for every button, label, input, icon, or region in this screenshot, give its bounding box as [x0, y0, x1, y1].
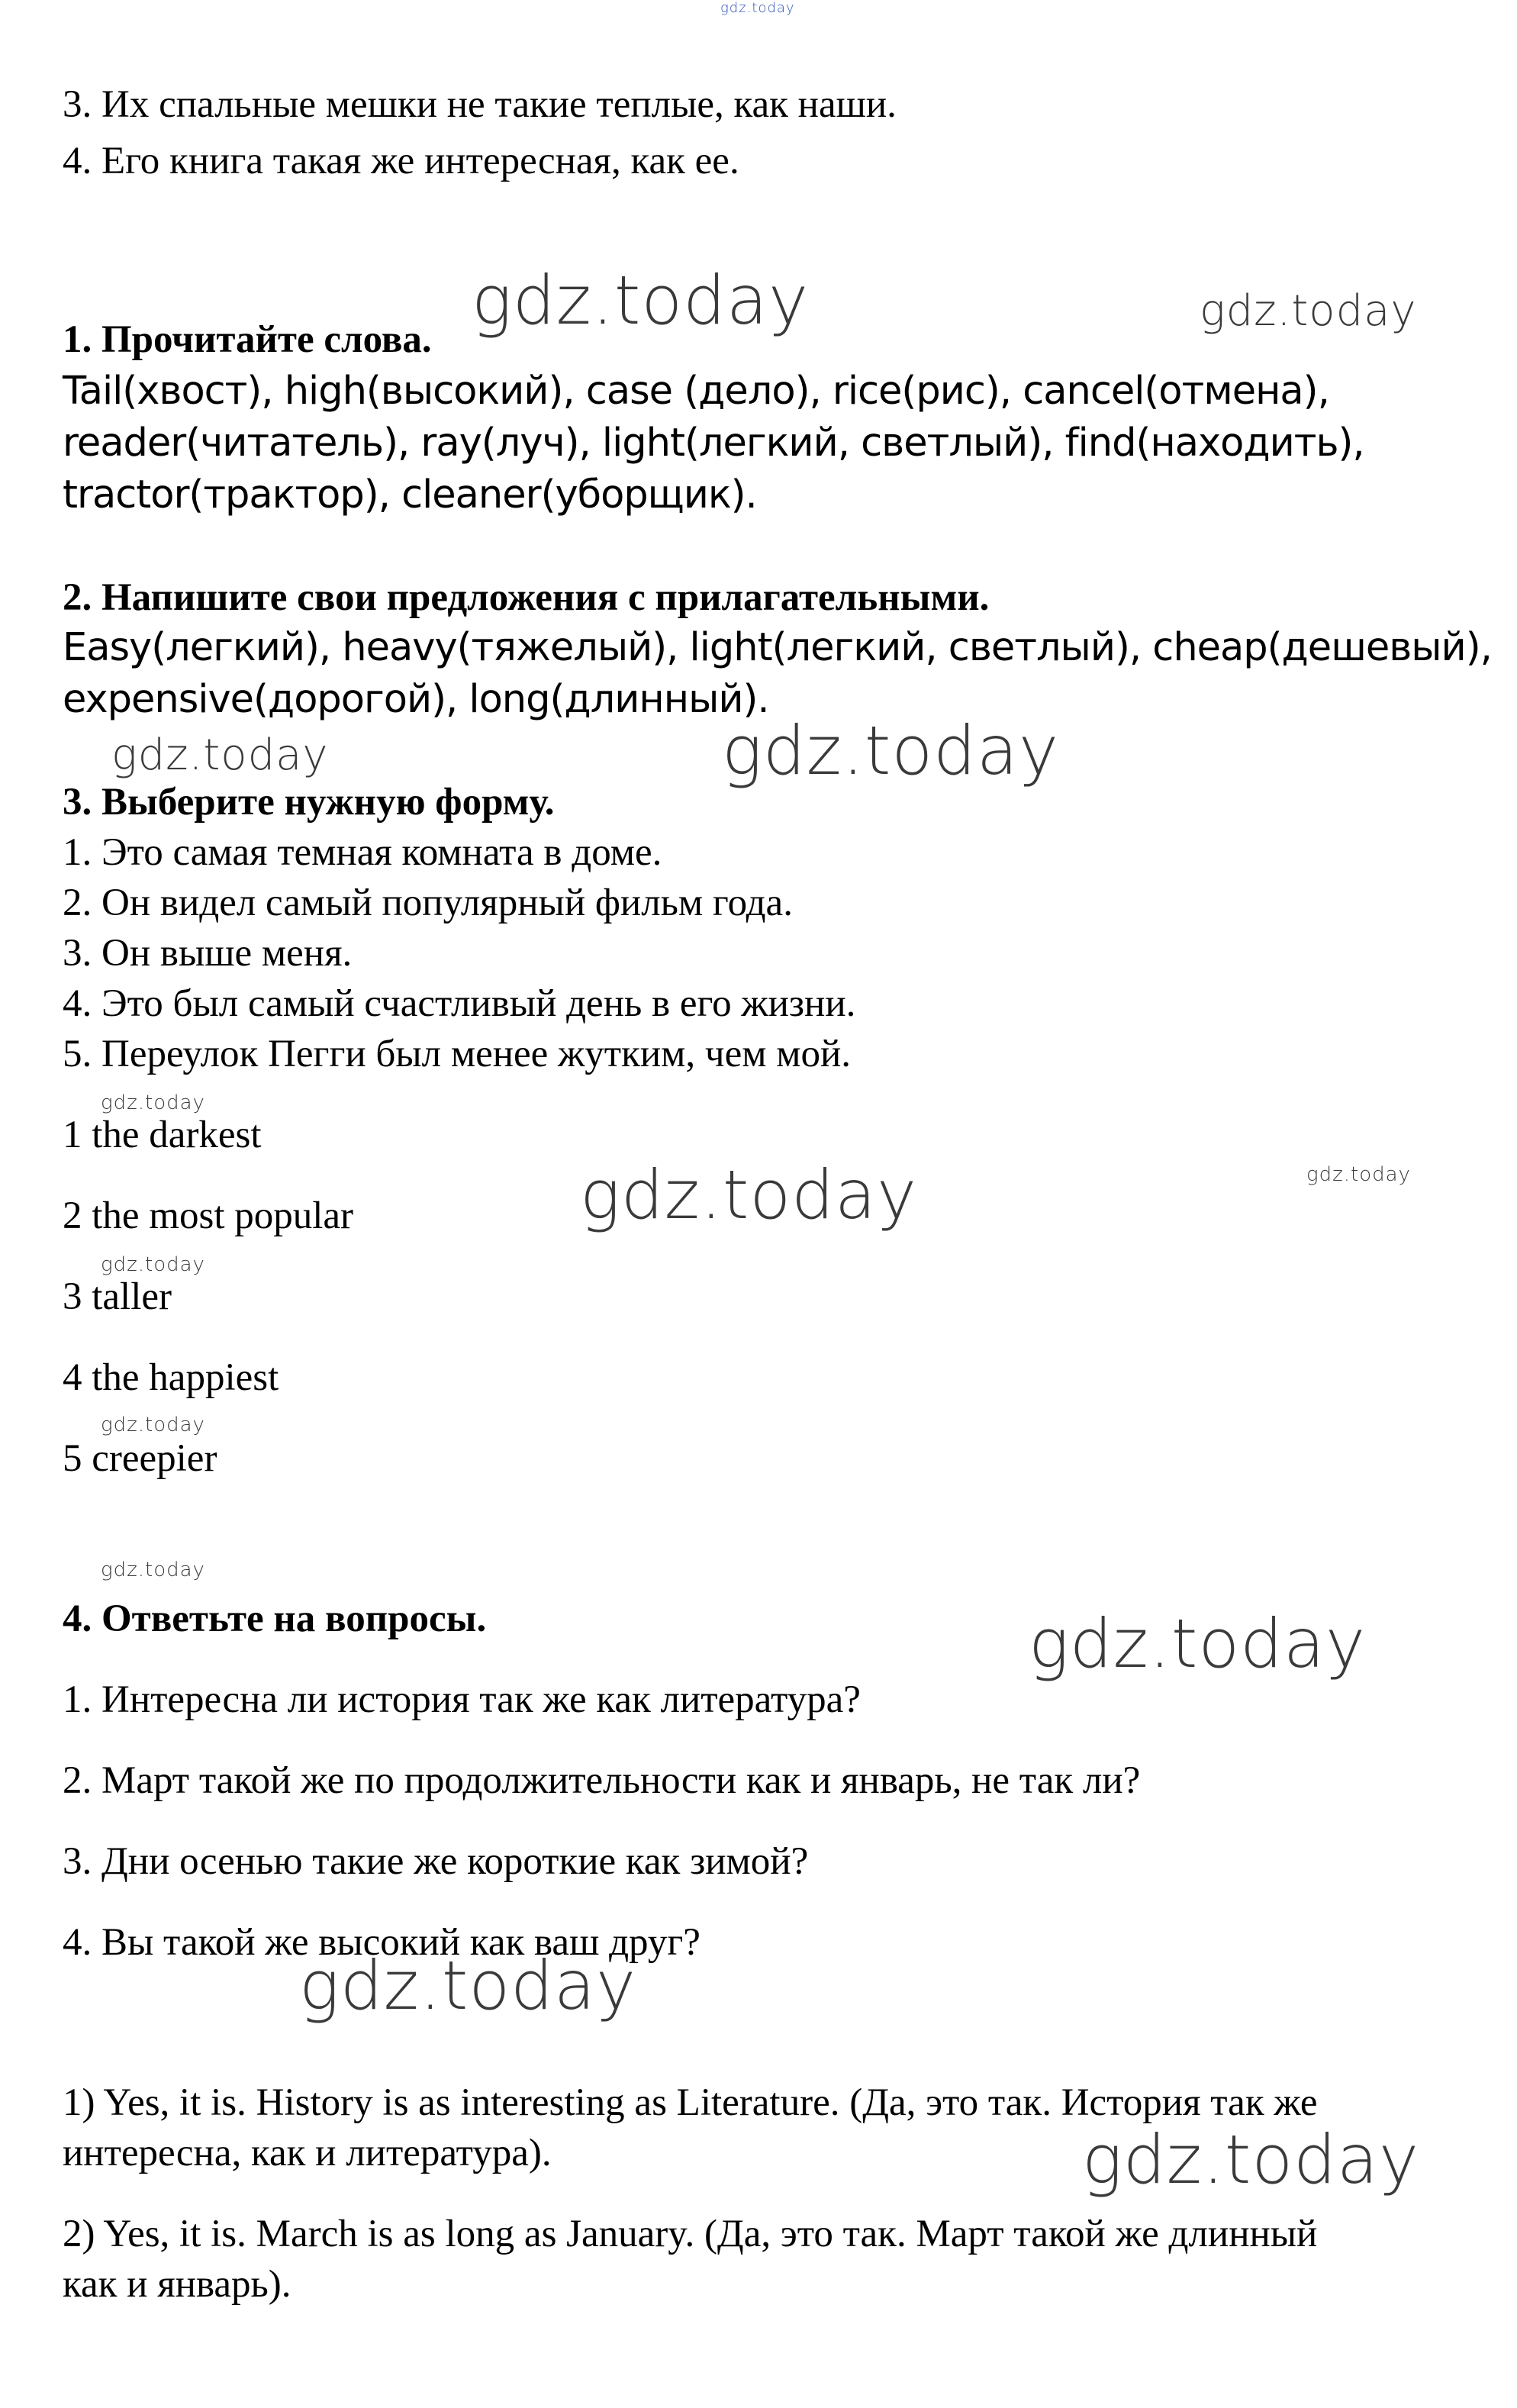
watermark: gdz.today [722, 711, 1060, 790]
task4-heading: 4. Ответьте на вопросы. [63, 1597, 487, 1640]
task4-answer: интересна, как и литература). [63, 2132, 552, 2174]
task1-line: tractor(трактор), cleaner(уборщик). [63, 472, 757, 517]
task3-answer: 4 the happiest [63, 1356, 279, 1399]
task2-line: Easy(легкий), heavy(тяжелый), light(легкий, светлый), cheap(дешевый), [63, 625, 1492, 670]
task4-answer: как и январь). [63, 2263, 291, 2306]
watermark: gdz.today [580, 1156, 918, 1234]
task3-answer: 3 taller [63, 1275, 172, 1318]
task4-question: 2. Март такой же по продолжительности как и январь, не так ли? [63, 1759, 1141, 1802]
watermark: gdz.today [101, 1414, 205, 1436]
watermark: gdz.today [1082, 2120, 1420, 2199]
task1-heading: 1. Прочитайте слова. [63, 318, 432, 361]
task4-question: 1. Интересна ли история так же как литература? [63, 1678, 861, 1721]
watermark-top: gdz.today [720, 0, 795, 16]
intro-line-3: 3. Их спальные мешки не такие теплые, как наши. [63, 83, 897, 126]
watermark: gdz.today [1306, 1163, 1411, 1186]
watermark: gdz.today [101, 1091, 205, 1114]
task3-sentence: 1. Это самая темная комната в доме. [63, 831, 662, 874]
task1-line: Tail(хвост), high(высокий), case (дело), rice(рис), cancel(отмена), [63, 369, 1329, 414]
watermark: gdz.today [1200, 286, 1417, 336]
task3-answer: 1 the darkest [63, 1114, 262, 1156]
task2-heading: 2. Напишите свои предложения с прилагательными. [63, 576, 990, 619]
task4-answer: 2) Yes, it is. March is as long as January. (Да, это так. Март такой же длинный [63, 2213, 1318, 2255]
task3-answer: 2 the most popular [63, 1194, 354, 1237]
task3-sentence: 3. Он выше меня. [63, 932, 353, 975]
watermark: gdz.today [101, 1253, 205, 1276]
task3-answer: 5 creepier [63, 1437, 217, 1480]
watermark: gdz.today [111, 730, 329, 780]
task3-sentence: 4. Это был самый счастливый день в его жизни. [63, 982, 856, 1025]
intro-line-4: 4. Его книга такая же интересная, как ее. [63, 140, 739, 182]
task2-line: expensive(дорогой), long(длинный). [63, 677, 769, 722]
task4-answer: 1) Yes, it is. History is as interesting as Literature. (Да, это так. История так же [63, 2081, 1318, 2124]
task4-question: 3. Дни осенью такие же короткие как зимой? [63, 1840, 809, 1883]
watermark: gdz.today [1029, 1604, 1367, 1683]
task4-question: 4. Вы такой же высокий как ваш друг? [63, 1921, 701, 1964]
task3-sentence: 2. Он видел самый популярный фильм года. [63, 882, 793, 924]
task1-line: reader(читатель), ray(луч), light(легкий, светлый), find(находить), [63, 421, 1364, 466]
watermark: gdz.today [101, 1559, 205, 1581]
task3-heading: 3. Выберите нужную форму. [63, 781, 555, 824]
task3-sentence: 5. Переулок Пегги был менее жутким, чем мой. [63, 1033, 852, 1075]
watermark: gdz.today [472, 261, 810, 340]
watermark: gdz.today [299, 1946, 637, 2025]
